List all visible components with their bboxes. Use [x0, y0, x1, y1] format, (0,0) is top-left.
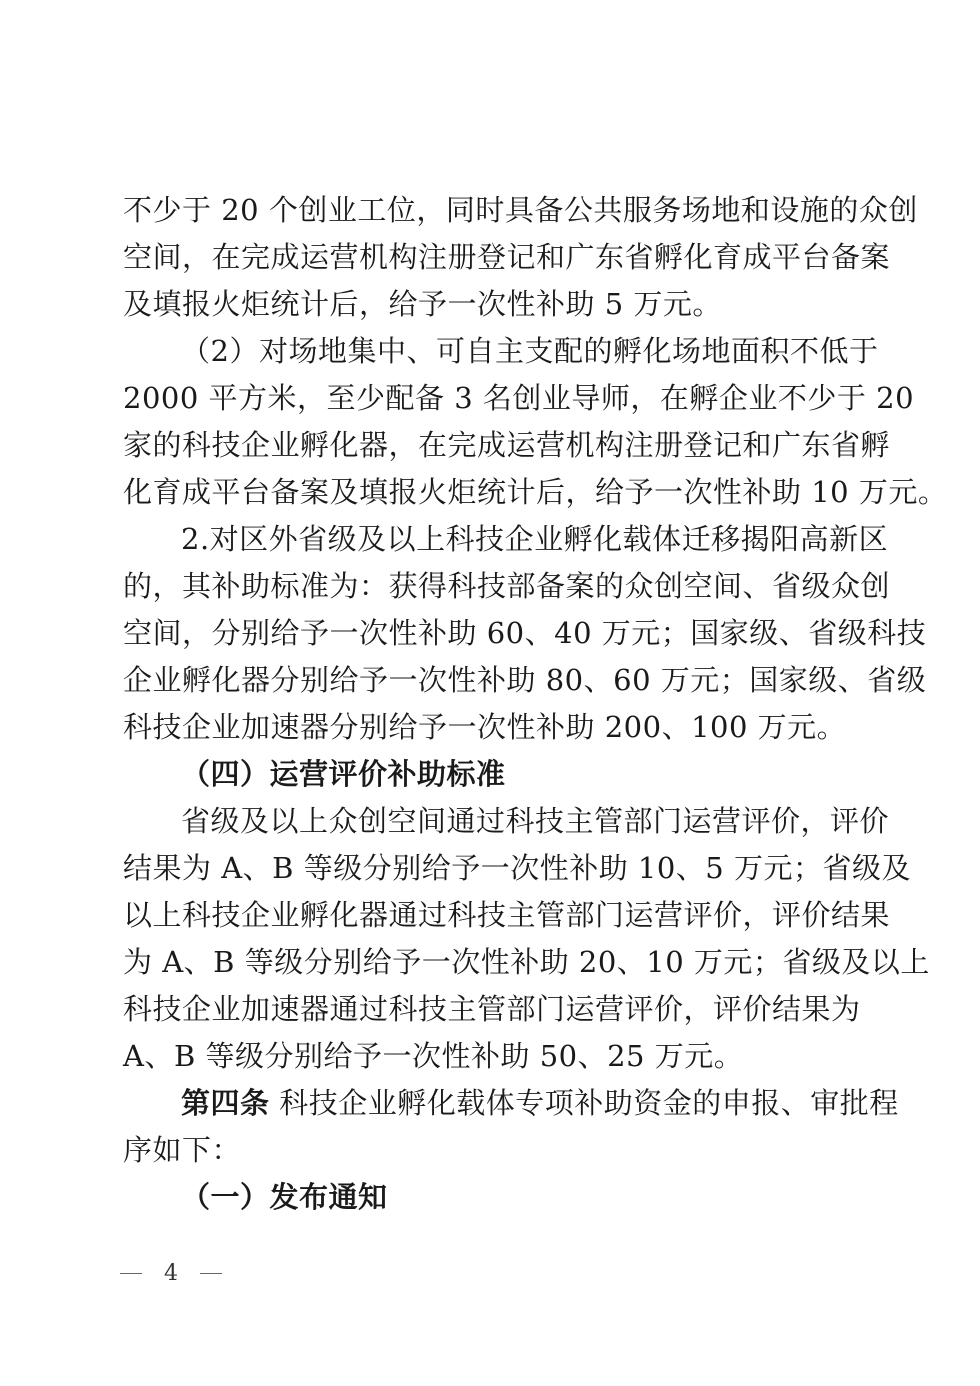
paragraph-line: 科技企业加速器通过科技主管部门运营评价，评价结果为	[123, 992, 861, 1026]
paragraph-line: 化育成平台备案及填报火炬统计后，给予一次性补助 10 万元。	[123, 475, 948, 509]
paragraph-line: 的，其补助标准为：获得科技部备案的众创空间、省级众创	[123, 569, 891, 603]
paragraph-line: （2）对场地集中、可自主支配的孵化场地面积不低于	[181, 334, 879, 368]
paragraph-line: 不少于 20 个创业工位，同时具备公共服务场地和设施的众创	[123, 193, 918, 227]
paragraph-line: 空间，在完成运营机构注册登记和广东省孵化育成平台备案	[123, 240, 891, 274]
paragraph-line: 为 A、B 等级分别给予一次性补助 20、10 万元；省级及以上	[123, 945, 930, 979]
footer-dash-left	[120, 1273, 142, 1274]
paragraph-line: 家的科技企业孵化器，在完成运营机构注册登记和广东省孵	[123, 428, 891, 462]
paragraph-line: 以上科技企业孵化器通过科技主管部门运营评价，评价结果	[123, 898, 891, 932]
paragraph-line: 序如下：	[123, 1133, 242, 1167]
article-heading: 第四条	[181, 1086, 270, 1120]
paragraph-line: 2.对区外省级及以上科技企业孵化载体迁移揭阳高新区	[181, 522, 889, 556]
paragraph-line: 企业孵化器分别给予一次性补助 80、60 万元；国家级、省级	[123, 663, 927, 697]
paragraph-line: 省级及以上众创空间通过科技主管部门运营评价，评价	[181, 804, 890, 838]
section-heading: （一）发布通知	[181, 1180, 388, 1214]
article-text: 科技企业孵化载体专项补助资金的申报、审批程	[279, 1086, 899, 1120]
page-number: 4	[164, 1260, 178, 1286]
paragraph-line: 及填报火炬统计后，给予一次性补助 5 万元。	[123, 287, 722, 321]
article-line	[181, 1079, 899, 1127]
paragraph-line: 科技企业加速器分别给予一次性补助 200、100 万元。	[123, 710, 847, 744]
paragraph-line: 结果为 A、B 等级分别给予一次性补助 10、5 万元；省级及	[123, 851, 911, 885]
footer-dash-right	[200, 1273, 222, 1274]
paragraph-line: A、B 等级分别给予一次性补助 50、25 万元。	[123, 1039, 744, 1073]
paragraph-line: 2000 平方米，至少配备 3 名创业导师，在孵企业不少于 20	[123, 381, 915, 415]
page-footer	[120, 1258, 222, 1288]
paragraph-line: 空间，分别给予一次性补助 60、40 万元；国家级、省级科技	[123, 616, 927, 650]
section-heading: （四）运营评价补助标准	[181, 757, 506, 791]
